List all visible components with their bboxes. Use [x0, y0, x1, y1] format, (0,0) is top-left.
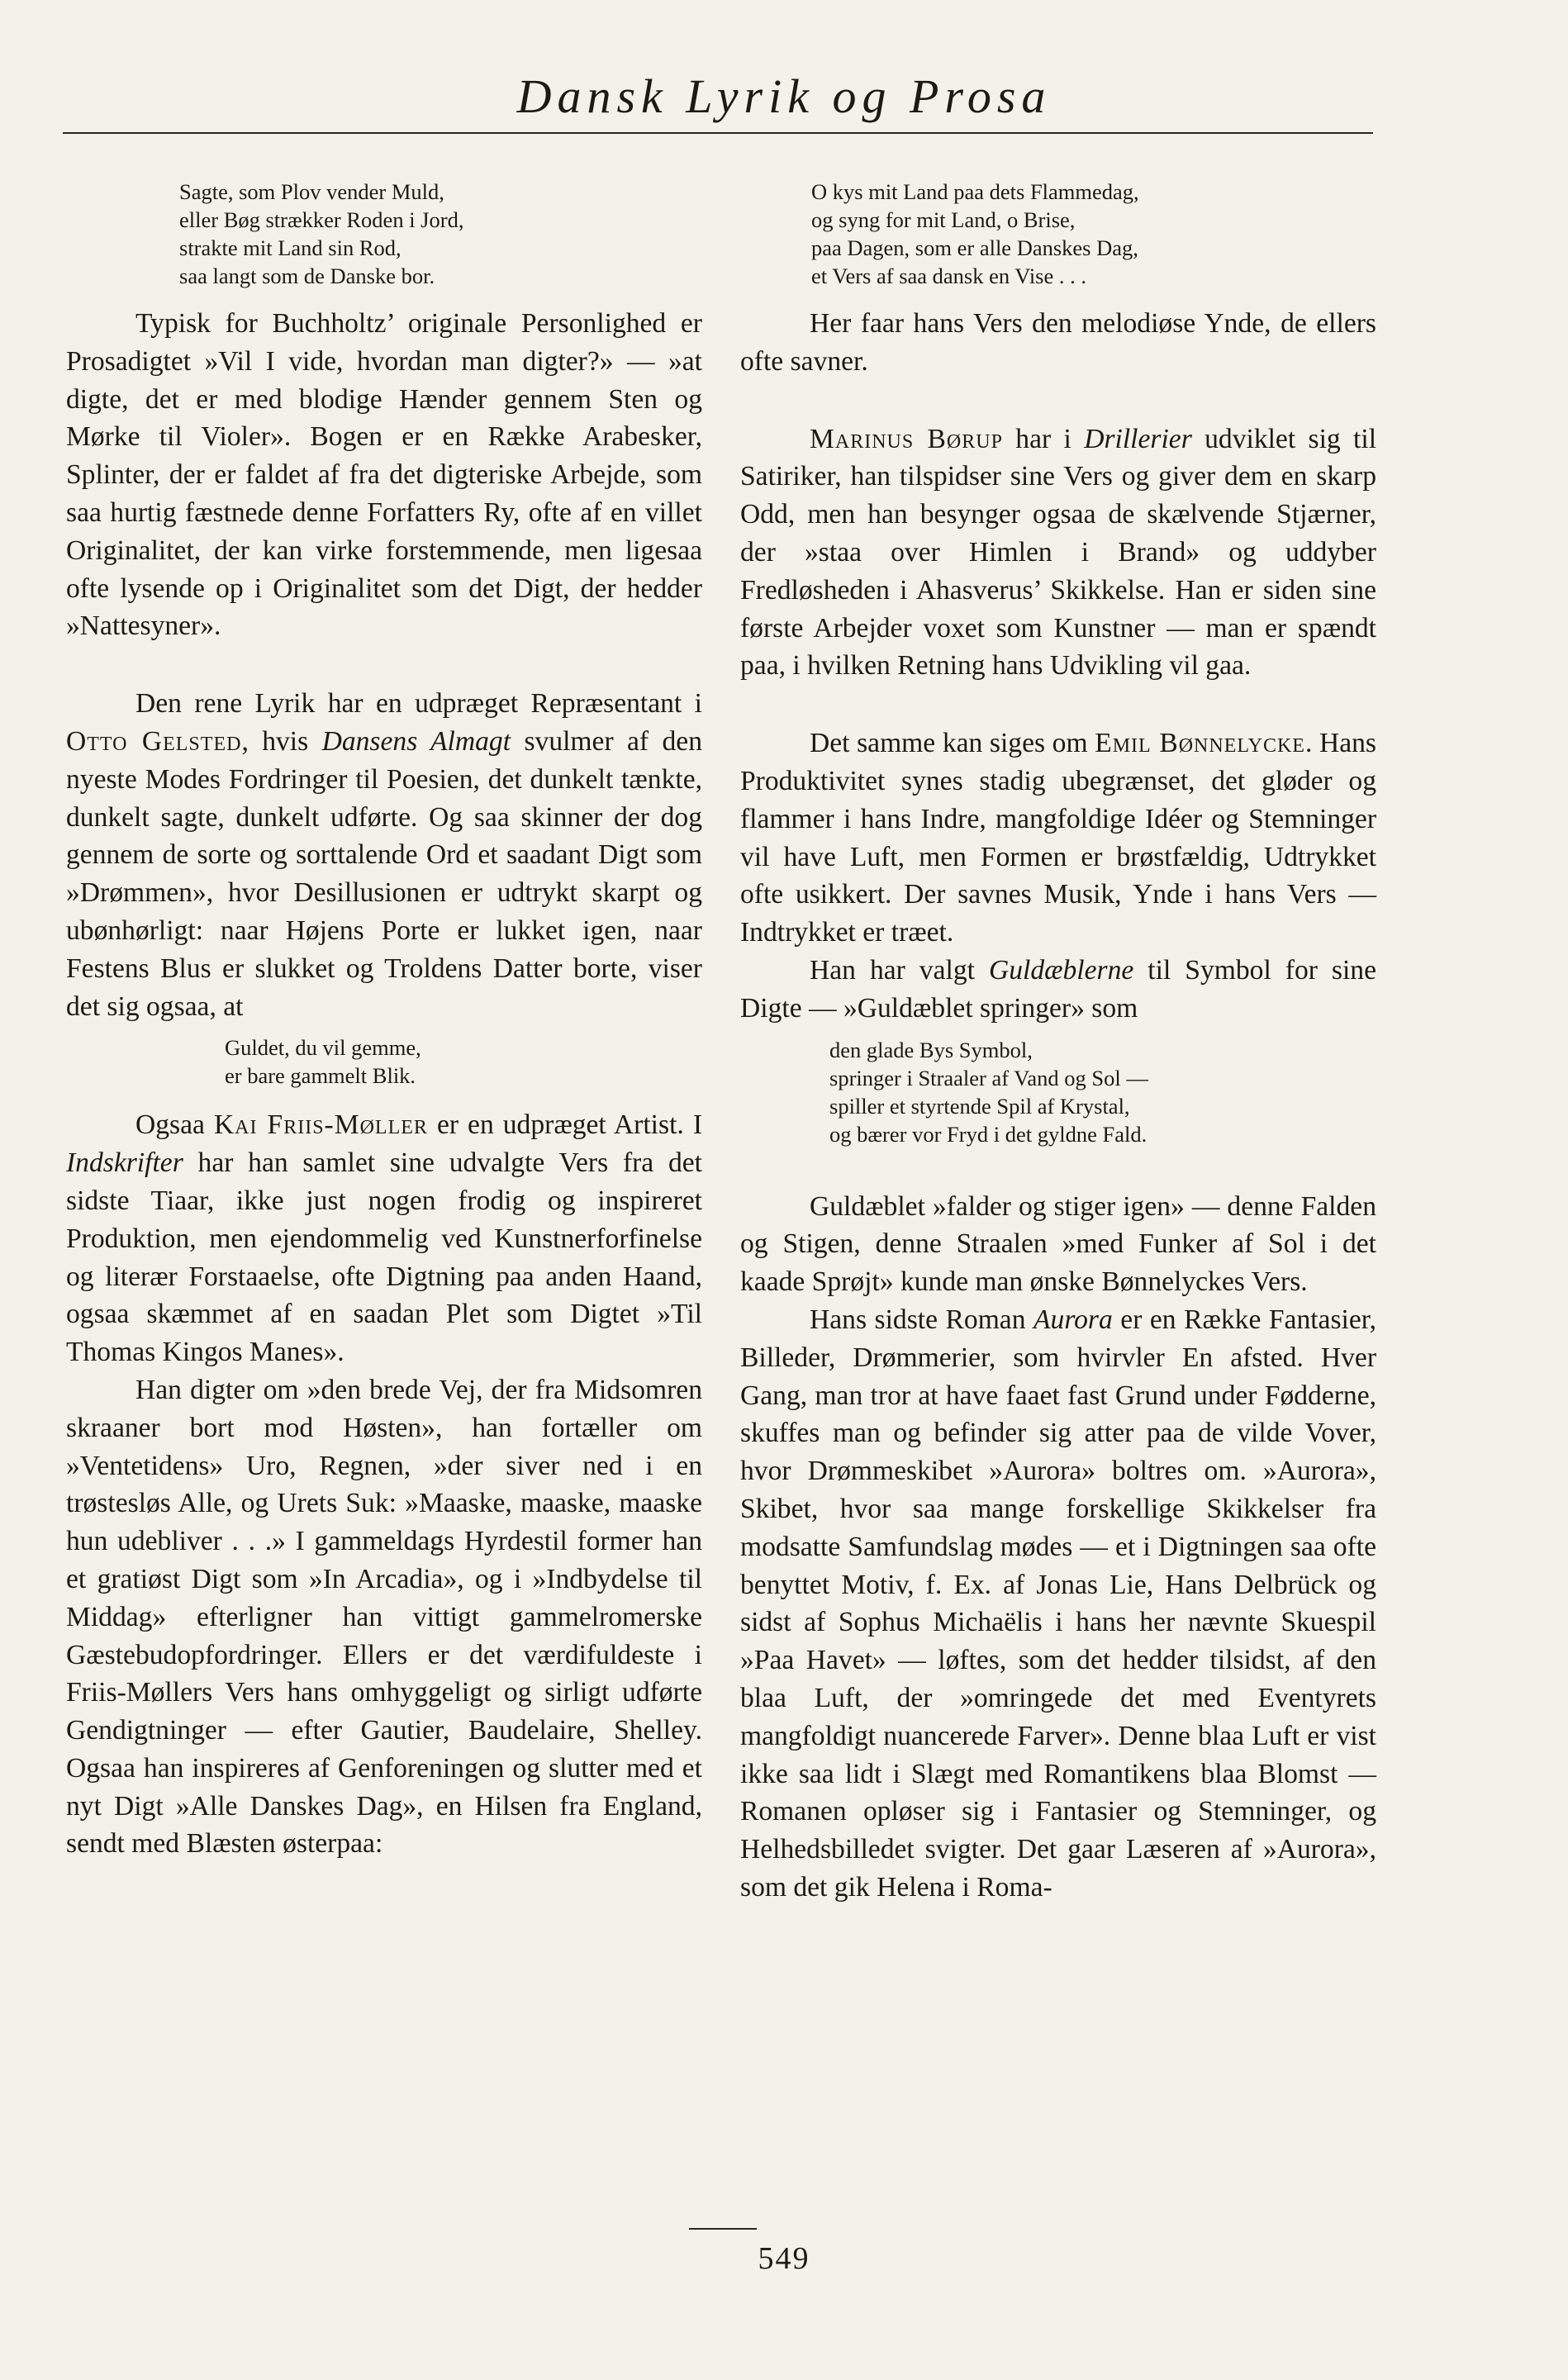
- author-name: Marinus Børup: [810, 423, 1003, 454]
- verse-line: saa langt som de Danske bor.: [179, 264, 435, 288]
- verse-line: eller Bøg strækker Roden i Jord,: [179, 207, 464, 232]
- verse-block: [829, 1036, 1376, 1148]
- paragraph: Han har valgt Guldæblerne til Symbol for sine Digte — »Guldæblet springer» som: [740, 954, 1377, 1024]
- folio-rule: [689, 2228, 757, 2230]
- work-title: Indskrifter: [66, 1147, 183, 1179]
- verse-block: [811, 178, 1376, 290]
- running-head: Dansk Lyrik og Prosa: [516, 69, 1052, 123]
- paragraph: Marinus Børup har i Drillerier udviklet sig til Satiriker, han tilspidser sine Vers og giver dem en skarp Odd, men han besynger ogsaa de skælvende Stjærner, der »staa over Himlen i Brand» og uddyber Fredløsheden i Ahasverus’ Skikkelse. Han er siden sine første Arbejder voxet som Kunstner — man er spændt paa, i hvilken Retning hans Udvikling vil gaa.: [740, 423, 1377, 682]
- verse-line: O kys mit Land paa dets Flammedag,: [811, 179, 1139, 204]
- paragraph: Det samme kan siges om Emil Bønnelycke. Hans Produktivitet synes stadig ubegrænset, det gløder og flammer i hans Indre, mangfoldige Idéer og Stemninger vil have Luft, men Formen er brøstfældig, Udtrykket ofte usikkert. Der savnes Musik, Ynde i hans Vers — Indtrykket er træet.: [740, 728, 1376, 948]
- paragraph: Den rene Lyrik har en udpræget Repræsentant i Otto Gelsted, hvis Dansens Almagt svulmer af den nyeste Modes Fordringer til Poesien, det dunkelt tænkte, dunkelt sagte, dunkelt udførte. Og saa skinner der dog gennem de sorte og sorttalende Ord et saadant Digt som »Drømmen», hvor Desillusionen er udtrykt skarpt og ubønhørligt: naar Højens Porte er lukket igen, naar Festens Blus er slukket og Troldens Datter borte, viser det sig ogsaa, at: [66, 688, 702, 1022]
- verse-line: Sagte, som Plov vender Muld,: [179, 179, 444, 204]
- verse-line: spiller et styrtende Spil af Krystal,: [829, 1093, 1130, 1119]
- author-name: Otto Gelsted: [66, 725, 242, 757]
- header-rule: [63, 132, 1373, 134]
- work-title: Drillerier: [1084, 423, 1192, 454]
- verse-line: strakte mit Land sin Rod,: [179, 235, 402, 260]
- work-title: Guldæblerne: [988, 954, 1134, 986]
- verse-line: Guldet, du vil gemme,: [225, 1035, 421, 1061]
- paragraph: Typisk for Buchholtz’ originale Personlighed er Prosadigtet »Vil I vide, hvordan man digter?» — »at digte, det er med blodige Hænder gennem Sten og Mørke til Violer». Bogen er en Række Arabesker, Splinter, der er faldet af fra det digteriske Arbejde, som saa hurtig fæstnede denne Forfatters Ry, ofte af en villet Originalitet, der kan virke forstemmende, men ligesaa ofte lysende op i Originalitet som det Digt, der hedder »Nattesyner».: [66, 308, 702, 642]
- verse-line: springer i Straaler af Vand og Sol —: [829, 1065, 1148, 1090]
- verse-block: [225, 1033, 702, 1090]
- verse-block: [179, 178, 702, 290]
- paragraph: Her faar hans Vers den melodiøse Ynde, de ellers ofte savner.: [740, 308, 1376, 377]
- paragraph: Han digter om »den brede Vej, der fra Midsomren skraaner bort mod Høsten», han fortæller om »Ventetidens» Uro, Regnen, »der siver ned i en trøstesløs Alle, og Urets Suk: »Maaske, maaske, maaske hun udebliver . . .» I gammeldags Hyrdestil former han et gratiøst Digt som »In Arcadia», og i »Indbydelse til Middag» efterligner han vittigt gammelromerske Gæstebudopfordringer. Ellers er det værdifuldeste i Friis-Møllers Vers hans omhyggeligt og sirligt udførte Gendigtninger — efter Gautier, Baudelaire, Shelley. Ogsaa han inspireres af Genforeningen og slutter med et nyt Digt »Alle Danskes Dag», en Hilsen fra England, sendt med Blæsten østerpaa:: [66, 1374, 702, 1860]
- paragraph: Hans sidste Roman Aurora er en Række Fantasier, Billeder, Drømmerier, som hvirvler En afsted. Hver Gang, man tror at have faaet fast Grund under Fødderne, skuffes man og befinder sig atter paa de vilde Vover, hvor Drømmeskibet »Aurora» boltres om. »Aurora», Skibet, hvor saa mange forskellige Skikkelser fra modsatte Samfundslag mødes — et i Digtningen saa ofte benyttet Motiv, f. Ex. af Jonas Lie, Hans Delbrück og sidst af Sophus Michaëlis i hans her nævnte Skuespil »Paa Havet» — løftes, som det hedder tilsidst, af den blaa Luft, der »omringede det med Eventyrets mangfoldigt nuancerede Farver». Denne blaa Luft er vist ikke saa lidt i Slægt med Romantikens blaa Blomst — Romanen opløser sig i Fantasier og Stemninger, og Helhedsbilledet svigter. Det gaar Læseren af »Aurora», som det gik Helena i Roma-: [740, 1304, 1376, 1903]
- work-title: Aurora: [1033, 1304, 1113, 1335]
- verse-line: paa Dagen, som er alle Danskes Dag,: [811, 235, 1138, 260]
- verse-line: og bærer vor Fryd i det gyldne Fald.: [829, 1121, 1147, 1147]
- verse-line: er bare gammelt Blik.: [225, 1063, 416, 1089]
- verse-line: den glade Bys Symbol,: [829, 1037, 1033, 1062]
- right-column: [740, 169, 1376, 1907]
- verse-line: et Vers af saa dansk en Vise . . .: [811, 264, 1087, 288]
- author-name: Emil Bønnelycke: [1095, 728, 1305, 759]
- author-name: Kai Friis-Møller: [213, 1109, 428, 1141]
- work-title: Dansens Almagt: [321, 725, 511, 757]
- paragraph: Ogsaa Kai Friis-Møller er en udpræget Artist. I Indskrifter har han samlet sine udvalgte Vers fra det sidste Tiaar, ikke just nogen frodig og inspireret Produktion, men ejendommelig ved Kunstnerforfinelse og literær Forstaaelse, ofte Digtning paa anden Haand, ogsaa skæmmet af en saadan Plet som Digtet »Til Thomas Kingos Manes».: [66, 1109, 702, 1368]
- verse-line: og syng for mit Land, o Brise,: [811, 207, 1076, 232]
- page-number: 549: [758, 2241, 810, 2276]
- left-column: [66, 169, 702, 1863]
- paragraph: Guldæblet »falder og stiger igen» — denne Falden og Stigen, denne Straalen »med Funker af Sol i det kaade Sprøjt» kunde man ønske Bønnelyckes Vers.: [740, 1190, 1376, 1298]
